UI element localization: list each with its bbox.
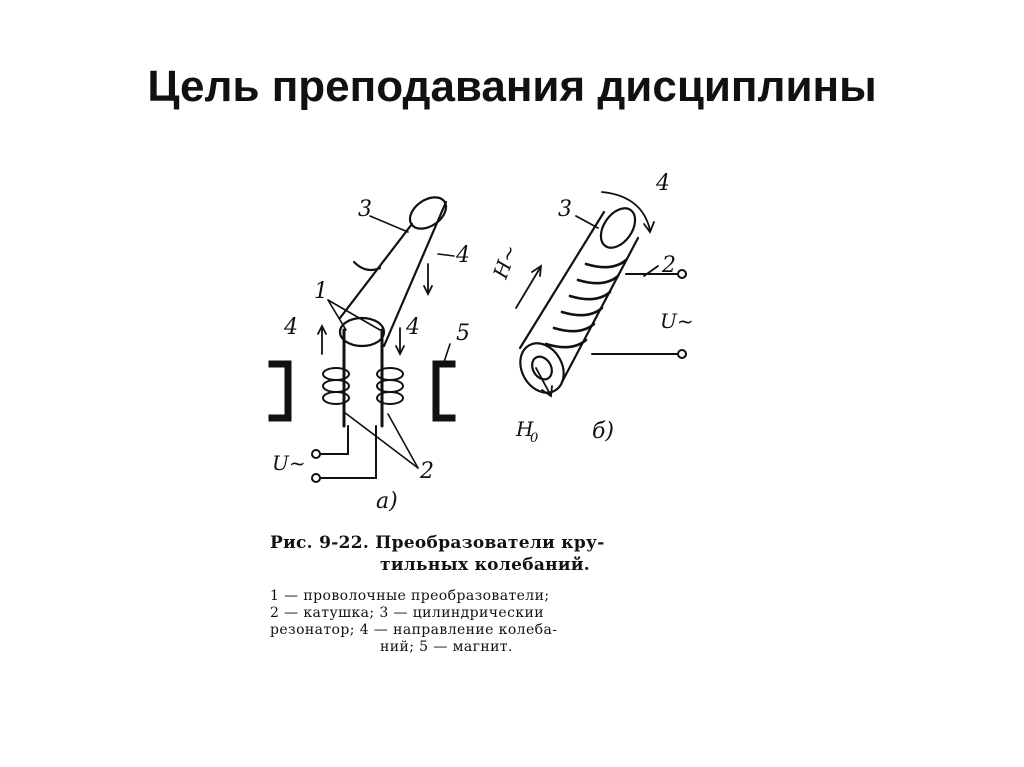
- label-a-2: 2: [420, 459, 434, 484]
- transducer-drawing: [258, 168, 698, 528]
- label-a-3: 3: [358, 197, 372, 222]
- caption-title: [270, 532, 690, 576]
- label-a-5: 5: [456, 321, 470, 346]
- cylinder-resonator-a: [340, 191, 452, 346]
- label-b-field-h0-sub: 0: [530, 431, 539, 446]
- coil-b: [546, 260, 626, 347]
- coils-a: [323, 368, 403, 404]
- label-b-sub: б): [592, 419, 615, 444]
- label-a-sub: а): [376, 489, 398, 514]
- vibration-arrows-a: [318, 264, 432, 354]
- slide-title: Цель преподавания дисциплины: [147, 62, 877, 111]
- label-b-field-h: H~: [488, 241, 523, 282]
- label-a-4-left: 4: [284, 315, 298, 340]
- label-b-voltage: U~: [660, 309, 694, 333]
- caption-line-2: тильных колебаний.: [380, 555, 590, 575]
- label-a-1: 1: [314, 279, 328, 304]
- label-b-3: 3: [558, 197, 572, 222]
- cylinder-resonator-b: [512, 202, 642, 401]
- legend-line-2: 2 — катушка; 3 — цилиндрическии: [270, 605, 544, 621]
- legend-line-3: резонатор; 4 — направление колеба-: [270, 622, 558, 638]
- figure-caption: [270, 532, 690, 656]
- leads-a: [312, 426, 376, 482]
- legend-line-4: ний; 5 — магнит.: [380, 639, 513, 655]
- legend-line-1: 1 — проволочные преобразователи;: [270, 588, 550, 604]
- label-a-4-right: 4: [406, 315, 420, 340]
- figure-torsional-transducers: [258, 168, 698, 528]
- label-b-2: 2: [662, 253, 676, 278]
- caption-line-1: Рис. 9-22. Преобразователи кру-: [270, 533, 605, 553]
- label-a-voltage: U~: [272, 451, 306, 475]
- magnets-a: [272, 364, 452, 418]
- caption-legend: [270, 588, 690, 656]
- label-a-4-top: 4: [456, 243, 470, 268]
- field-arrows-b: [516, 192, 658, 396]
- label-b-4: 4: [656, 171, 670, 196]
- label-b-field-h0: H: [516, 417, 534, 441]
